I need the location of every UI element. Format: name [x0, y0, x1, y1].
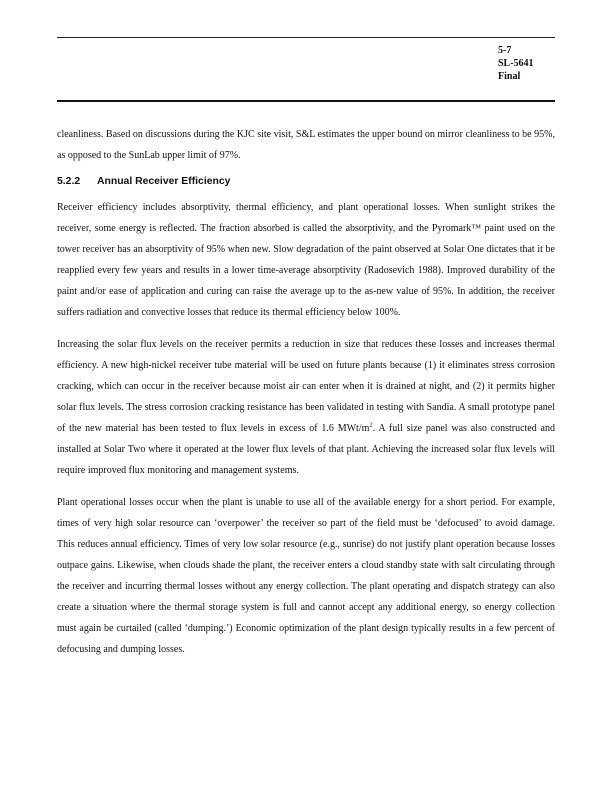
- section-title: Annual Receiver Efficiency: [97, 176, 231, 187]
- paragraph-solar-flux: [57, 334, 555, 481]
- report-id: SL-5641: [498, 58, 534, 69]
- section-heading: [57, 173, 555, 191]
- page-body: [57, 124, 555, 660]
- paragraph-solar-flux-text-b: . A full size panel was also constructed and installed at Solar Two where it operated at the lower flux levels of that plant. Achieving the increased solar flux levels will require improved flux monitoring and management systems.: [57, 423, 555, 476]
- superscript: 2: [369, 421, 373, 429]
- paragraph-receiver-efficiency: Receiver efficiency includes absorptivity, thermal efficiency, and plant operational losses. When sunlight strikes the receiver, some energy is reflected. The fraction absorbed is called the absorptivity, and the Pyromark™ paint used on the tower receiver has an absorptivity of 95% when new. Slow degradation of the paint observed at Solar One dictates that it be reapplied every few years and results in a lower time-average absorptivity (Radosevich 1988). Improved durability of the paint and/or ease of application and curing can raise the average up to the as-new value of 95%. In addition, the receiver suffers radiation and convective losses that reduce its thermal efficiency below 100%.: [57, 202, 555, 318]
- header-bottom-rule: [57, 100, 555, 102]
- page-header: [498, 44, 558, 83]
- paragraph-solar-flux-text-a: Increasing the solar flux levels on the receiver permits a reduction in size that reduces these losses and increases thermal efficiency. A new high-nickel receiver tube material will be used on future plants because (1) it eliminates stress corrosion cracking, which can occur in the receiver because moist air can enter when it is drained at night, and (2) it permits higher solar flux levels. The stress corrosion cracking resistance has been validated in testing with Sandia. A small prototype panel of the new material has been tested to flux levels in excess of 1.6 MWt/m: [57, 339, 555, 434]
- section-number: 5.2.2: [57, 176, 81, 187]
- paragraph-operational-losses: Plant operational losses occur when the plant is unable to use all of the available energy for a short period. For example, times of very high solar resource can ‘overpower’ the receiver so part of the field must be ‘defocused’ to avoid damage. This reduces annual efficiency. Times of very low solar resource (e.g., sunrise) do not justify plant operation because losses outpace gains. Likewise, when clouds shade the plant, the receiver enters a cloud standby state with salt circulating through the receiver and incurring thermal losses without any energy collection. The plant operating and dispatch strategy can also create a situation where the thermal storage system is full and cannot accept any additional energy, so energy collection must again be curtailed (called ‘dumping.’) Economic optimization of the plant design typically results in a few percent of defocusing and dumping losses.: [57, 497, 555, 655]
- paragraph-intro: cleanliness. Based on discussions during the KJC site visit, S&L estimates the upper bound on mirror cleanliness to be 95%, as opposed to the SunLab upper limit of 97%.: [57, 129, 555, 161]
- document-status: Final: [498, 71, 521, 82]
- header-top-rule: [57, 37, 555, 38]
- page-number: 5-7: [498, 45, 512, 56]
